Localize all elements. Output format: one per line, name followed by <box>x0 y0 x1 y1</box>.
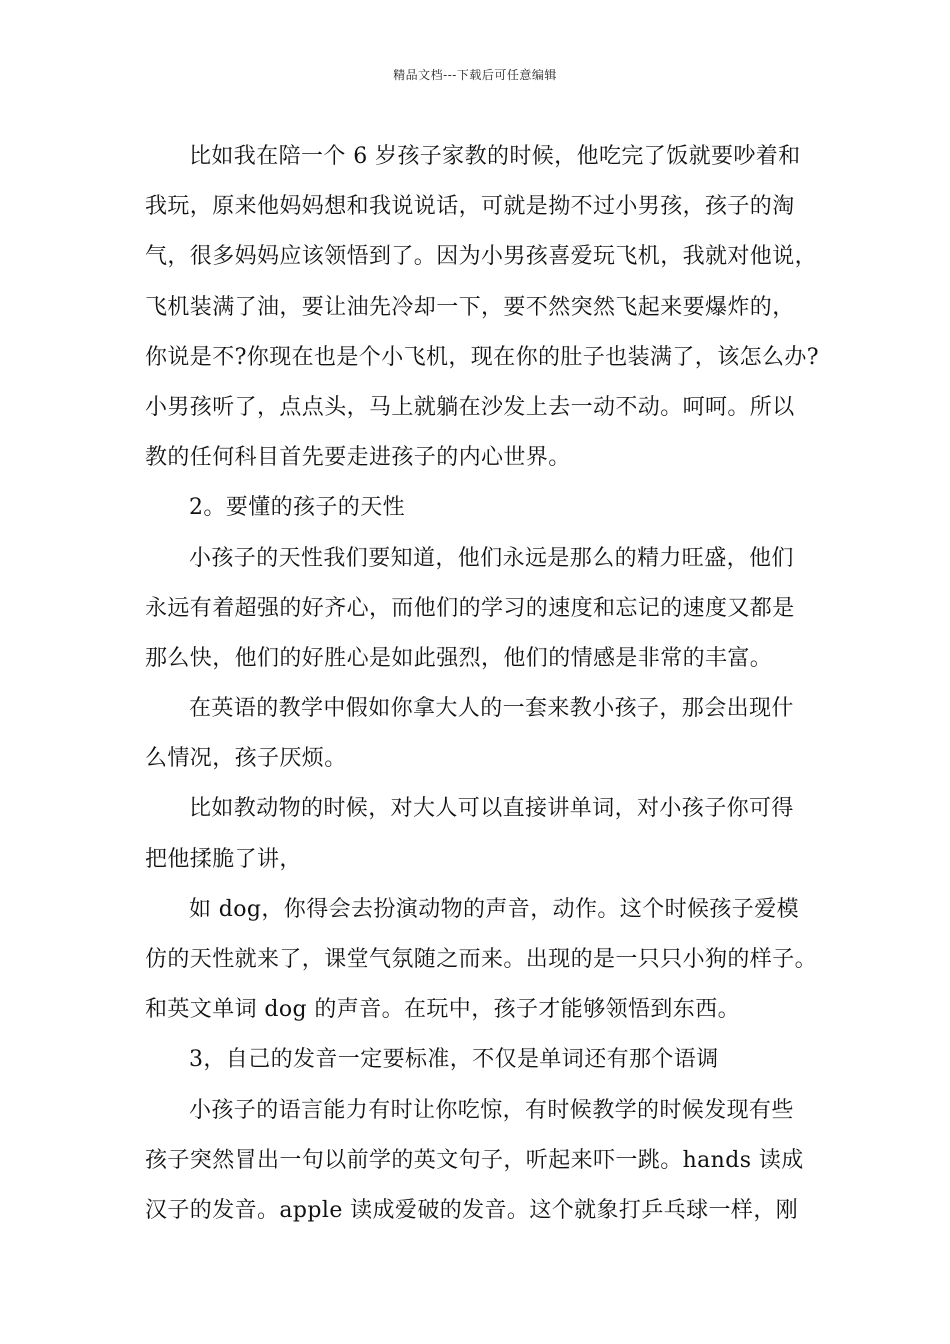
text-line: 和英文单词 dog 的声音。在玩中，孩子才能够领悟到东西。 <box>145 997 740 1023</box>
text-line: 飞机装满了油，要让油先冷却一下，要不然突然飞起来要爆炸的， <box>145 294 795 320</box>
document-body <box>145 132 825 1236</box>
text-line: 小孩子的语言能力有时让你吃惊，有时候教学的时候发现有些 <box>189 1097 794 1123</box>
text-line: 汉子的发音。apple 读成爱破的发音。这个就象打乒乓球一样，刚 <box>145 1197 799 1223</box>
text-line: 如 dog，你得会去扮演动物的声音，动作。这个时候孩子爱模 <box>189 896 800 922</box>
text-line: 你说是不?你现在也是个小飞机，现在你的肚子也装满了，该怎么办? <box>145 344 819 370</box>
text-line: 孩子突然冒出一句以前学的英文句子，听起来吓一跳。hands 读成 <box>145 1147 804 1173</box>
text-line: 我玩，原来他妈妈想和我说说话，可就是拗不过小男孩，孩子的淘 <box>145 194 795 220</box>
text-line: 教的任何科目首先要走进孩子的内心世界。 <box>145 445 571 471</box>
text-line: 把他揉脆了讲， <box>145 846 302 872</box>
text-line: 那么快，他们的好胜心是如此强烈，他们的情感是非常的丰富。 <box>145 645 773 671</box>
text-line: 比如教动物的时候，对大人可以直接讲单词，对小孩子你可得 <box>189 796 794 822</box>
text-line: 比如我在陪一个 6 岁孩子家教的时候，他吃完了饭就要吵着和 <box>189 144 801 169</box>
text-line: 3，自己的发音一定要标准，不仅是单词还有那个语调 <box>189 1047 719 1073</box>
text-line: 么情况，孩子厌烦。 <box>145 746 347 772</box>
page-header: 精品文档---下载后可任意编辑 <box>393 68 557 82</box>
text-line: 小孩子的天性我们要知道，他们永远是那么的精力旺盛，他们 <box>189 545 794 571</box>
text-line: 永远有着超强的好齐心，而他们的学习的速度和忘记的速度又都是 <box>145 595 795 621</box>
text-line: 气，很多妈妈应该领悟到了。因为小男孩喜爱玩飞机，我就对他说， <box>145 244 818 270</box>
text-line: 在英语的教学中假如你拿大人的一套来教小孩子，那会出现什 <box>189 696 794 722</box>
text-line: 小男孩听了，点点头，马上就躺在沙发上去一动不动。呵呵。所以 <box>145 394 795 420</box>
text-line: 仿的天性就来了，课堂气氛随之而来。出现的是一只只小狗的样子。 <box>145 947 818 972</box>
text-line: 2。要懂的孩子的天性 <box>189 495 405 521</box>
